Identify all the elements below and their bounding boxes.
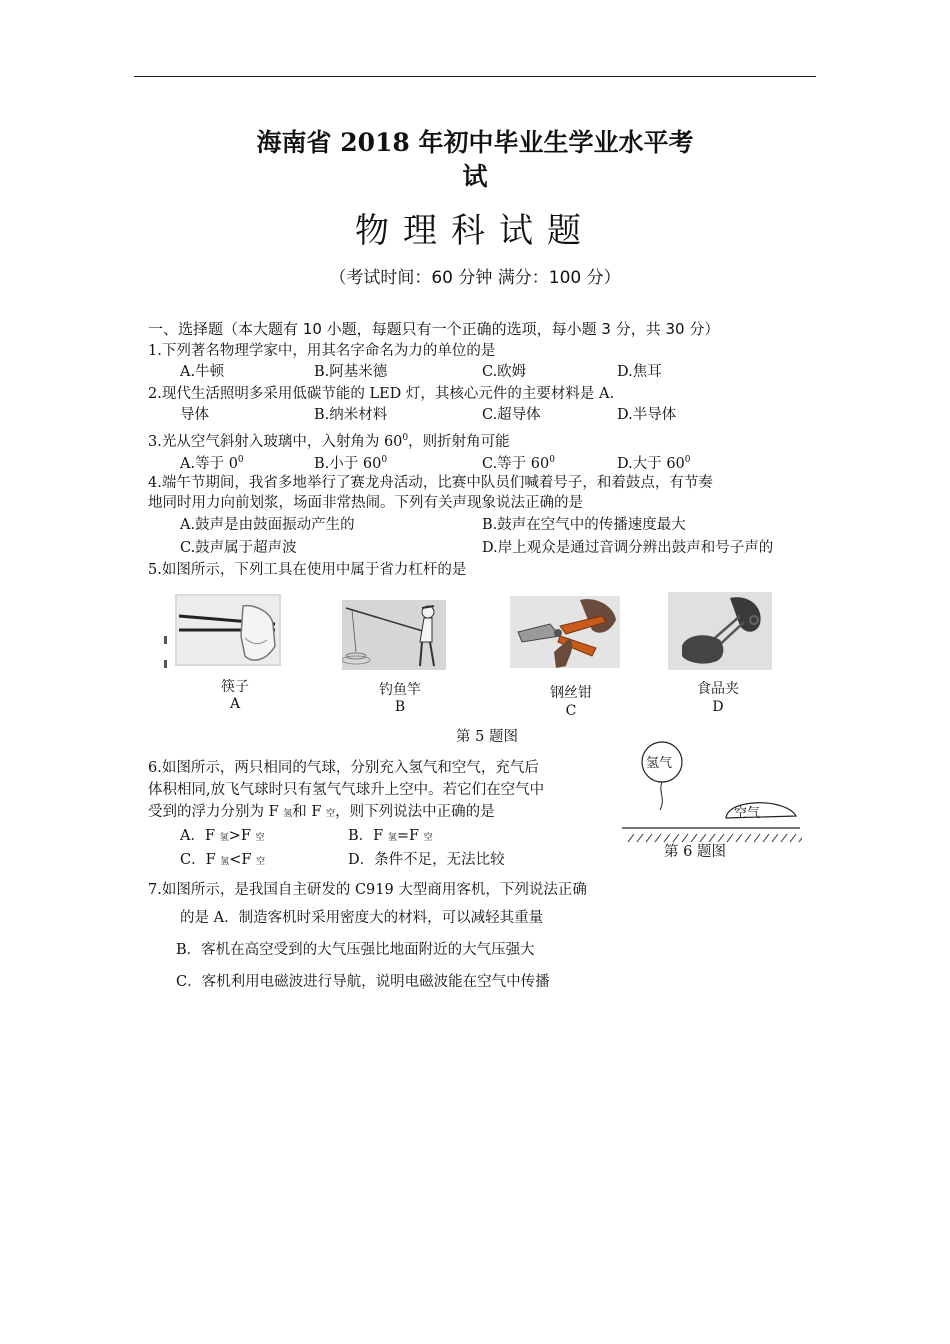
q1-option-d: D.焦耳 [617, 364, 662, 380]
q4-option-b: B.鼓声在空气中的传播速度最大 [482, 517, 686, 533]
hatch-mark [727, 834, 733, 842]
q6-option-a: A．F 氢>F 空 [180, 828, 265, 844]
q3-degree-sup: 0 [402, 433, 409, 443]
header-rule [134, 76, 816, 77]
q5-item-d-letter: D [712, 699, 724, 715]
fishing-rod-image [342, 600, 446, 670]
q7-option-c: C．客机利用电磁波进行导航，说明电磁波能在空气中传播 [176, 974, 550, 990]
q1-option-a: A.牛顿 [180, 364, 225, 380]
q4-option-a: A.鼓声是由鼓面振动产生的 [180, 517, 355, 533]
q6-option-c: C．F 氢<F 空 [180, 852, 266, 868]
hatch-mark [664, 834, 670, 842]
exam-title-line1: 海南省 2018 年初中毕业生学业水平考 [256, 128, 694, 157]
figure-mark [164, 660, 167, 668]
hatch-mark [655, 834, 661, 842]
q3-stem [148, 428, 510, 452]
q3-option-d: D.大于 $60^0$ [617, 455, 691, 472]
hatch-mark [691, 834, 697, 842]
q1-stem: 1.下列著名物理学家中，用其名字命名为力的单位的是 [148, 343, 496, 359]
q5-item-b-name: 钓鱼竿 [379, 682, 421, 698]
q1-option-b: B.阿基米德 [314, 364, 388, 380]
q6-figure-caption: 第 6 题图 [664, 844, 726, 860]
q5-item-a-letter: A [229, 696, 241, 712]
hatch-mark [790, 834, 796, 842]
hatch-mark [709, 834, 715, 842]
q2-option-a: 导体 [180, 407, 209, 423]
subject-title: 物理科试题 [355, 211, 595, 251]
hatch-mark [781, 834, 787, 842]
food-tongs-image [668, 592, 772, 670]
q5-item-c-letter: C [565, 703, 577, 719]
exam-info: （考试时间：60 分钟 满分：100 分） [329, 268, 621, 288]
q5-item-c-name: 钢丝钳 [550, 685, 592, 701]
q6-option-b: B．F 氢=F 空 [348, 828, 433, 844]
q3-option-c: C.等于 $60^0$ [482, 455, 555, 472]
q6-stem-line1: 6.如图所示，两只相同的气球，分别充入氢气和空气，充气后 [148, 760, 539, 776]
ground-hatching [622, 828, 802, 838]
q2-option-d: D.半导体 [617, 407, 677, 423]
hatch-mark [772, 834, 778, 842]
q4-option-c: C.鼓声属于超声波 [180, 540, 297, 556]
q5-stem: 5.如图所示，下列工具在使用中属于省力杠杆的是 [148, 562, 467, 578]
q5-item-a-name: 筷子 [221, 679, 249, 695]
q3-option-b: B.小于 $60^0$ [314, 455, 388, 472]
q6-stem-line2: 体积相同,放飞气球时只有氢气气球升上空中。若它们在空气中 [148, 782, 545, 798]
hatch-mark [646, 834, 652, 842]
q2-stem: 2.现代生活照明多采用低碳节能的 LED 灯，其核心元件的主要材料是 A. [148, 386, 615, 402]
q4-stem-line1: 4.端午节期间，我省多地举行了赛龙舟活动，比赛中队员们喊着号子，和着鼓点，有节奏 [148, 475, 713, 491]
hatch-mark [700, 834, 706, 842]
figure-mark [164, 636, 167, 644]
q7-option-b: B．客机在高空受到的大气压强比地面附近的大气压强大 [176, 942, 535, 958]
q7-stem-line1: 7.如图所示，是我国自主研发的 C919 大型商用客机，下列说法正确 [148, 882, 587, 898]
q4-option-d: D.岸上观众是通过音调分辨出鼓声和号子声的 [482, 540, 774, 556]
hatch-mark [637, 834, 643, 842]
q2-option-c: C.超导体 [482, 407, 541, 423]
q4-stem-line2: 地同时用力向前划浆，场面非常热闹。下列有关声现象说法正确的是 [148, 495, 583, 511]
hatch-mark [682, 834, 688, 842]
q6-option-d: D．条件不足，无法比较 [348, 852, 505, 868]
air-balloon-label: 空气 [734, 806, 761, 821]
q1-option-c: C.欧姆 [482, 364, 527, 380]
hatch-mark [673, 834, 679, 842]
hatch-mark [718, 834, 724, 842]
q5-figure-caption: 第 5 题图 [456, 729, 518, 745]
q5-item-b-letter: B [394, 699, 406, 715]
hatch-mark [799, 834, 802, 842]
q2-option-b: B.纳米材料 [314, 407, 388, 423]
chopsticks-image [175, 594, 281, 666]
hatch-mark [628, 834, 634, 842]
hatch-mark [763, 834, 769, 842]
q3-stem-pre: 3.光从空气斜射入玻璃中，入射角为 60 [148, 433, 403, 450]
q3-stem-post: ，则折射角可能 [408, 433, 510, 450]
hydrogen-balloon-label: 氢气 [646, 756, 673, 771]
q6-stem-line3: 受到的浮力分别为 F 氢和 F 空，则下列说法中正确的是 [148, 804, 495, 820]
q3-option-a: A.等于 $0^0$ [180, 455, 244, 472]
hatch-mark [754, 834, 760, 842]
exam-title-line2: 试 [462, 162, 488, 191]
q7-stem-line2: 的是 A．制造客机时采用密度大的材料，可以减轻其重量 [180, 910, 544, 926]
pliers-image [510, 596, 620, 668]
hatch-mark [736, 834, 742, 842]
section-heading: 一、选择题（本大题有 10 小题，每题只有一个正确的选项，每小题 3 分，共 30 分） [148, 320, 720, 338]
q5-item-d-name: 食品夹 [697, 681, 739, 697]
hatch-mark [745, 834, 751, 842]
